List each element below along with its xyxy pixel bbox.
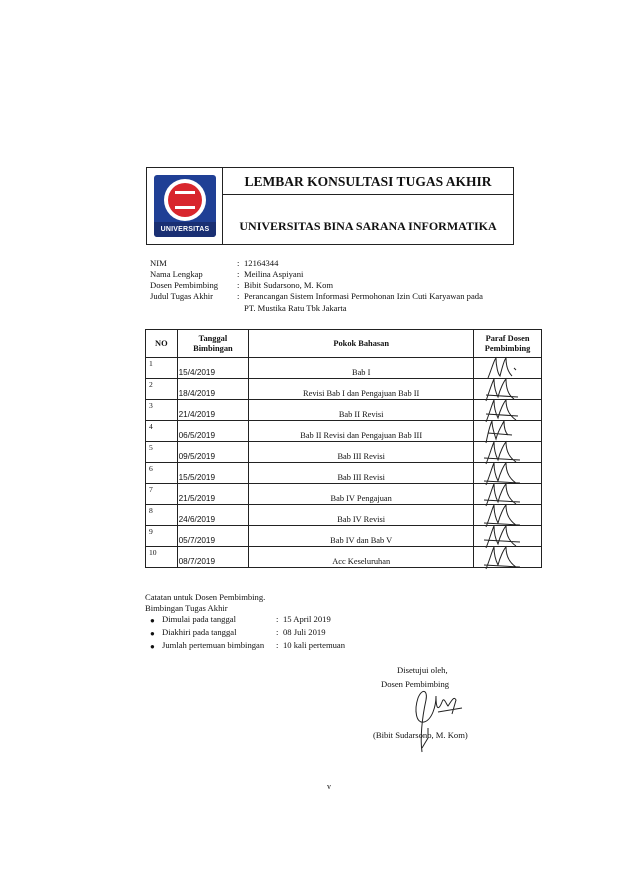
cell-pokok: Bab IV Revisi bbox=[249, 505, 474, 526]
cell-pokok: Bab III Revisi bbox=[249, 442, 474, 463]
paraf-signature bbox=[478, 543, 538, 571]
info-value-title-2: PT. Mustika Ratu Tbk Jakarta bbox=[244, 303, 347, 313]
table-row bbox=[146, 547, 542, 568]
cell-tanggal: 15/5/2019 bbox=[177, 463, 249, 484]
notes-item-label: Dimulai pada tanggal bbox=[162, 614, 236, 624]
notes-item-label: Diakhiri pada tanggal bbox=[162, 627, 237, 637]
cell-tanggal: 21/4/2019 bbox=[177, 400, 249, 421]
cell-no: 2 bbox=[146, 379, 178, 400]
consultation-table bbox=[145, 329, 542, 568]
advisor-signature bbox=[392, 678, 472, 760]
advisor-name: (Bibit Sudarsono, M. Kom) bbox=[373, 730, 468, 740]
cell-no: 4 bbox=[146, 421, 178, 442]
bullet-icon: ● bbox=[150, 642, 155, 651]
university-name: UNIVERSITAS BINA SARANA INFORMATIKA bbox=[239, 219, 497, 233]
cell-no: 3 bbox=[146, 400, 178, 421]
info-label: NIM bbox=[150, 258, 167, 268]
notes-item-value: 15 April 2019 bbox=[283, 614, 331, 624]
cell-pokok: Bab IV Pengajuan bbox=[249, 484, 474, 505]
info-value-advisor: Bibit Sudarsono, M. Kom bbox=[244, 280, 334, 290]
header-tanggal: Tanggal Bimbingan bbox=[177, 330, 249, 358]
page-number: v bbox=[327, 782, 331, 791]
header-divider bbox=[223, 194, 513, 195]
cell-tanggal: 15/4/2019 bbox=[177, 358, 249, 379]
cell-no: 1 bbox=[146, 358, 178, 379]
info-label: Dosen Pembimbing bbox=[150, 280, 219, 290]
cell-pokok: Bab III Revisi bbox=[249, 463, 474, 484]
header-paraf: Paraf Dosen Pembimbing bbox=[474, 330, 542, 358]
cell-tanggal: 18/4/2019 bbox=[177, 379, 249, 400]
cell-paraf bbox=[474, 547, 542, 568]
cell-pokok: Bab II Revisi bbox=[249, 400, 474, 421]
cell-no: 7 bbox=[146, 484, 178, 505]
logo-cell bbox=[147, 168, 223, 244]
cell-tanggal: 09/5/2019 bbox=[177, 442, 249, 463]
notes-item-value: 08 Juli 2019 bbox=[283, 627, 326, 637]
cell-tanggal: 06/5/2019 bbox=[177, 421, 249, 442]
cell-tanggal: 08/7/2019 bbox=[177, 547, 249, 568]
cell-tanggal: 24/6/2019 bbox=[177, 505, 249, 526]
logo-caption: UNIVERSITAS bbox=[154, 222, 216, 237]
cell-pokok: Acc Keseluruhan bbox=[249, 547, 474, 568]
header-pokok: Pokok Bahasan bbox=[249, 330, 474, 358]
university-logo bbox=[154, 175, 216, 237]
cell-no: 6 bbox=[146, 463, 178, 484]
approval-line2: Dosen Pembimbing bbox=[381, 679, 450, 689]
notes-item-value: 10 kali pertemuan bbox=[283, 640, 346, 650]
approval-line1: Disetujui oleh, bbox=[397, 665, 448, 675]
notes-line1: Catatan untuk Dosen Pembimbing. bbox=[145, 592, 266, 602]
cell-no: 5 bbox=[146, 442, 178, 463]
cell-tanggal: 05/7/2019 bbox=[177, 526, 249, 547]
bullet-icon: ● bbox=[150, 616, 155, 625]
cell-tanggal: 21/5/2019 bbox=[177, 484, 249, 505]
info-value-title: Perancangan Sistem Informasi Permohonan Izin Cuti Karyawan pada bbox=[244, 291, 483, 301]
cell-pokok: Revisi Bab I dan Pengajuan Bab II bbox=[249, 379, 474, 400]
cell-no: 10 bbox=[146, 547, 178, 568]
header-no: NO bbox=[146, 330, 178, 358]
cell-no: 9 bbox=[146, 526, 178, 547]
notes-item-label: Jumlah pertemuan bimbingan bbox=[162, 640, 265, 650]
cell-pokok: Bab I bbox=[249, 358, 474, 379]
document-title: LEMBAR KONSULTASI TUGAS AKHIR bbox=[244, 174, 492, 189]
bullet-icon: ● bbox=[150, 629, 155, 638]
document-header bbox=[146, 167, 514, 245]
cell-pokok: Bab II Revisi dan Pengajuan Bab III bbox=[249, 421, 474, 442]
info-value-nim: 12164344 bbox=[244, 258, 279, 268]
info-label: Judul Tugas Akhir bbox=[150, 291, 214, 301]
info-label: Nama Lengkap bbox=[150, 269, 203, 279]
cell-no: 8 bbox=[146, 505, 178, 526]
notes-line2: Bimbingan Tugas Akhir bbox=[145, 603, 228, 613]
cell-pokok: Bab IV dan Bab V bbox=[249, 526, 474, 547]
info-value-name: Meilina Aspiyani bbox=[244, 269, 304, 279]
